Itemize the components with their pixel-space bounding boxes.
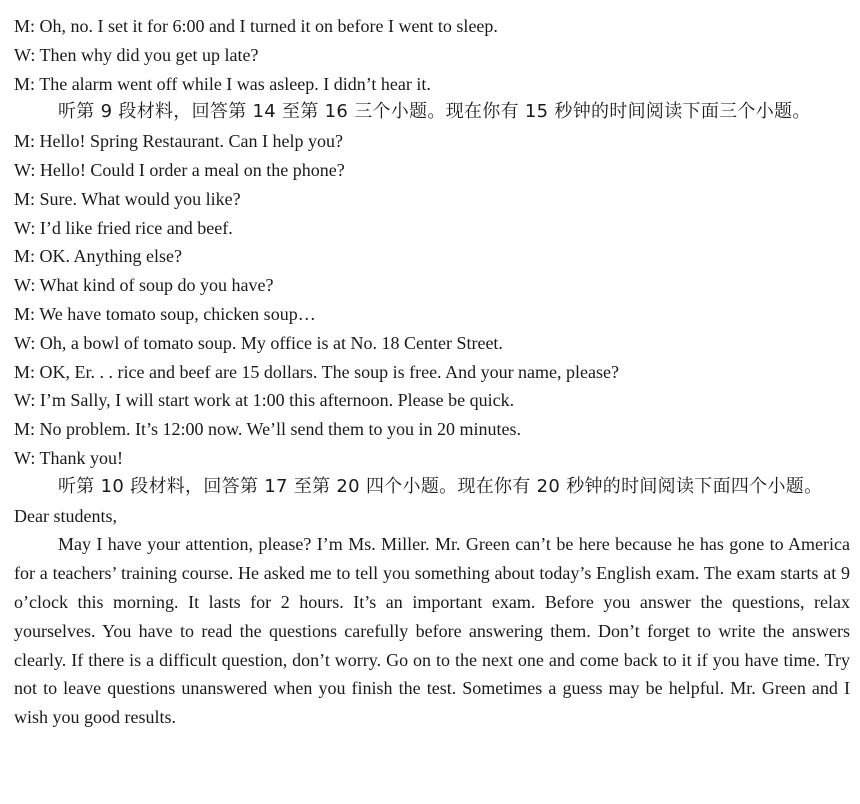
dialog-line: W: I’d like fried rice and beef.: [14, 217, 233, 238]
dialog-intro: [14, 12, 850, 98]
dialog-line: M: Sure. What would you like?: [14, 188, 241, 209]
dialog-text: Hello! Could I order a meal on the phone?: [39, 159, 345, 180]
instruction-9: 听第 9 段材料，回答第 14 至第 16 三个小题。现在你有 15 秒钟的时间阅读下面三个小题。: [58, 101, 811, 123]
speaker-label: W: [14, 275, 31, 296]
speaker-label: W: [14, 390, 31, 411]
dialog-text: We have tomato soup, chicken soup…: [39, 303, 316, 324]
speaker-label: W: [14, 332, 31, 353]
speaker-label: W: [14, 159, 31, 180]
speaker-label: M: [14, 131, 31, 152]
speaker-label: W: [14, 217, 31, 238]
dialog-text: OK. Anything else?: [39, 246, 183, 267]
speaker-label: W: [14, 44, 31, 65]
speaker-label: M: [14, 16, 31, 36]
instruction-10: 听第 10 段材料，回答第 17 至第 20 四个小题。现在你有 20 秒钟的时间阅读下面四个小题。: [58, 475, 823, 497]
letter-body: May I have your attention, please? I’m Ms. Miller. Mr. Green can’t be here because he has gone to America for a teachers’ training course. He asked me to tell you something about today’s English exam. The exam starts at 9 o’clock this morning. It lasts for 2 hours. It’s an important exam. Before you answer the questions, relax yourselves. You have to read the questions carefully before answering them. Don’t forget to write the answers clearly. If there is a difficult question, don’t worry. Go on to the next one and come back to it if you have time. Try not to leave questions unanswered when you finish the test. Sometimes a guess may be helpful. Mr. Green and I wish you good results.: [14, 534, 850, 728]
speaker-label: M: [14, 303, 31, 324]
speaker-label: M: [14, 419, 31, 440]
letter: [14, 502, 850, 732]
dialog-text: Hello! Spring Restaurant. Can I help you?: [39, 131, 343, 152]
dialog-line: W: Thank you!: [14, 447, 123, 468]
speaker-label: M: [14, 246, 31, 267]
dialog-line: M: The alarm went off while I was asleep. I didn’t hear it.: [14, 73, 431, 94]
dialog-text: No problem. It’s 12:00 now. We’ll send them to you in 20 minutes.: [39, 419, 522, 440]
dialog-text: What kind of soup do you have?: [39, 275, 274, 296]
dialog-text: Sure. What would you like?: [39, 188, 241, 209]
dialog-9: [14, 127, 850, 473]
dialog-text: Oh, a bowl of tomato soup. My office is at No. 18 Center Street.: [39, 332, 503, 353]
dialog-line: W: Oh, a bowl of tomato soup. My office is at No. 18 Center Street.: [14, 332, 503, 353]
dialog-line: M: We have tomato soup, chicken soup…: [14, 303, 316, 324]
dialog-text: OK, Er. . . rice and beef are 15 dollars. The soup is free. And your name, please?: [39, 361, 620, 382]
dialog-text: I’d like fried rice and beef.: [39, 217, 233, 238]
dialog-line: W: What kind of soup do you have?: [14, 275, 274, 296]
dialog-line: M: OK, Er. . . rice and beef are 15 dollars. The soup is free. And your name, please?: [14, 361, 620, 382]
document-page: [14, 12, 850, 732]
dialog-line: W: Hello! Could I order a meal on the phone?: [14, 159, 345, 180]
speaker-label: M: [14, 73, 31, 94]
dialog-line: W: Then why did you get up late?: [14, 44, 259, 65]
dialog-text: I’m Sally, I will start work at 1:00 this afternoon. Please be quick.: [39, 390, 515, 411]
dialog-text: Thank you!: [39, 447, 123, 468]
dialog-line: M: Hello! Spring Restaurant. Can I help you?: [14, 131, 343, 152]
dialog-text: Oh, no. I set it for 6:00 and I turned it on before I went to sleep.: [39, 16, 498, 36]
letter-greeting: Dear students,: [14, 505, 117, 526]
dialog-text: The alarm went off while I was asleep. I didn’t hear it.: [39, 73, 431, 94]
dialog-text: Then why did you get up late?: [39, 44, 259, 65]
speaker-label: M: [14, 188, 31, 209]
speaker-label: M: [14, 361, 31, 382]
dialog-line: M: No problem. It’s 12:00 now. We’ll send them to you in 20 minutes.: [14, 419, 522, 440]
dialog-line: W: I’m Sally, I will start work at 1:00 this afternoon. Please be quick.: [14, 390, 515, 411]
speaker-label: W: [14, 447, 31, 468]
dialog-line: M: Oh, no. I set it for 6:00 and I turned it on before I went to sleep.: [14, 16, 498, 36]
dialog-line: M: OK. Anything else?: [14, 246, 183, 267]
